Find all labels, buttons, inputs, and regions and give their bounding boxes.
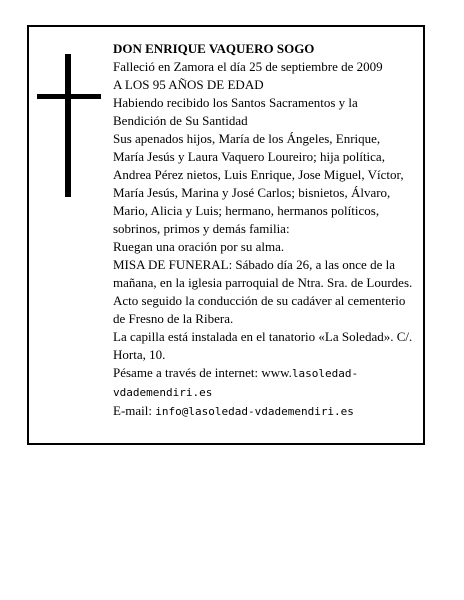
prayer-request: Ruegan una oración por su alma. [113,239,285,254]
condolences-line [113,364,413,402]
obituary-text [113,40,413,421]
latin-cross-icon [37,54,101,197]
email-address-link[interactable]: info@lasoledad-vdademendiri.es [155,405,354,418]
cross-horizontal-bar [37,94,101,99]
sacraments-note: Habiendo recibido los Santos Sacramentos y la Bendición de Su Santidad [113,95,358,128]
age-at-death: A LOS 95 AÑOS DE EDAD [113,77,264,92]
death-place-date: Falleció en Zamora el día 25 de septiembre de 2009 [113,59,383,74]
email-label: E-mail: [113,403,156,418]
funeral-mass-details: MISA DE FUNERAL: Sábado día 26, a las once de la mañana, en la iglesia parroquial de Ntra. Sra. de Lourdes. Acto seguido la conducción de su cadáver al cementerio de Fresno de la Ribera. [113,257,413,326]
cross-vertical-bar [65,54,71,197]
email-line [113,402,413,421]
family-list: Sus apenados hijos, María de los Ángeles, Enrique, María Jesús y Laura Vaquero Loureiro; hija política, Andrea Pérez nietos, Luis Enrique, Jose Miguel, Víctor, María Jesús, Marina y José Carlos; bisnietos, Álvaro, Mario, Alicia y Luis; hermano, hermanos políticos, sobrinos, primos y demás familia: [113,131,404,236]
deceased-name: DON ENRIQUE VAQUERO SOGO [113,41,315,56]
chapel-location: La capilla está instalada en el tanatorio «La Soledad». C/. Horta, 10. [113,329,413,362]
condolences-label: Pésame a través de internet: www. [113,365,292,380]
condolences-website-link[interactable]: lasoledad-vdademendiri.es [113,367,359,399]
